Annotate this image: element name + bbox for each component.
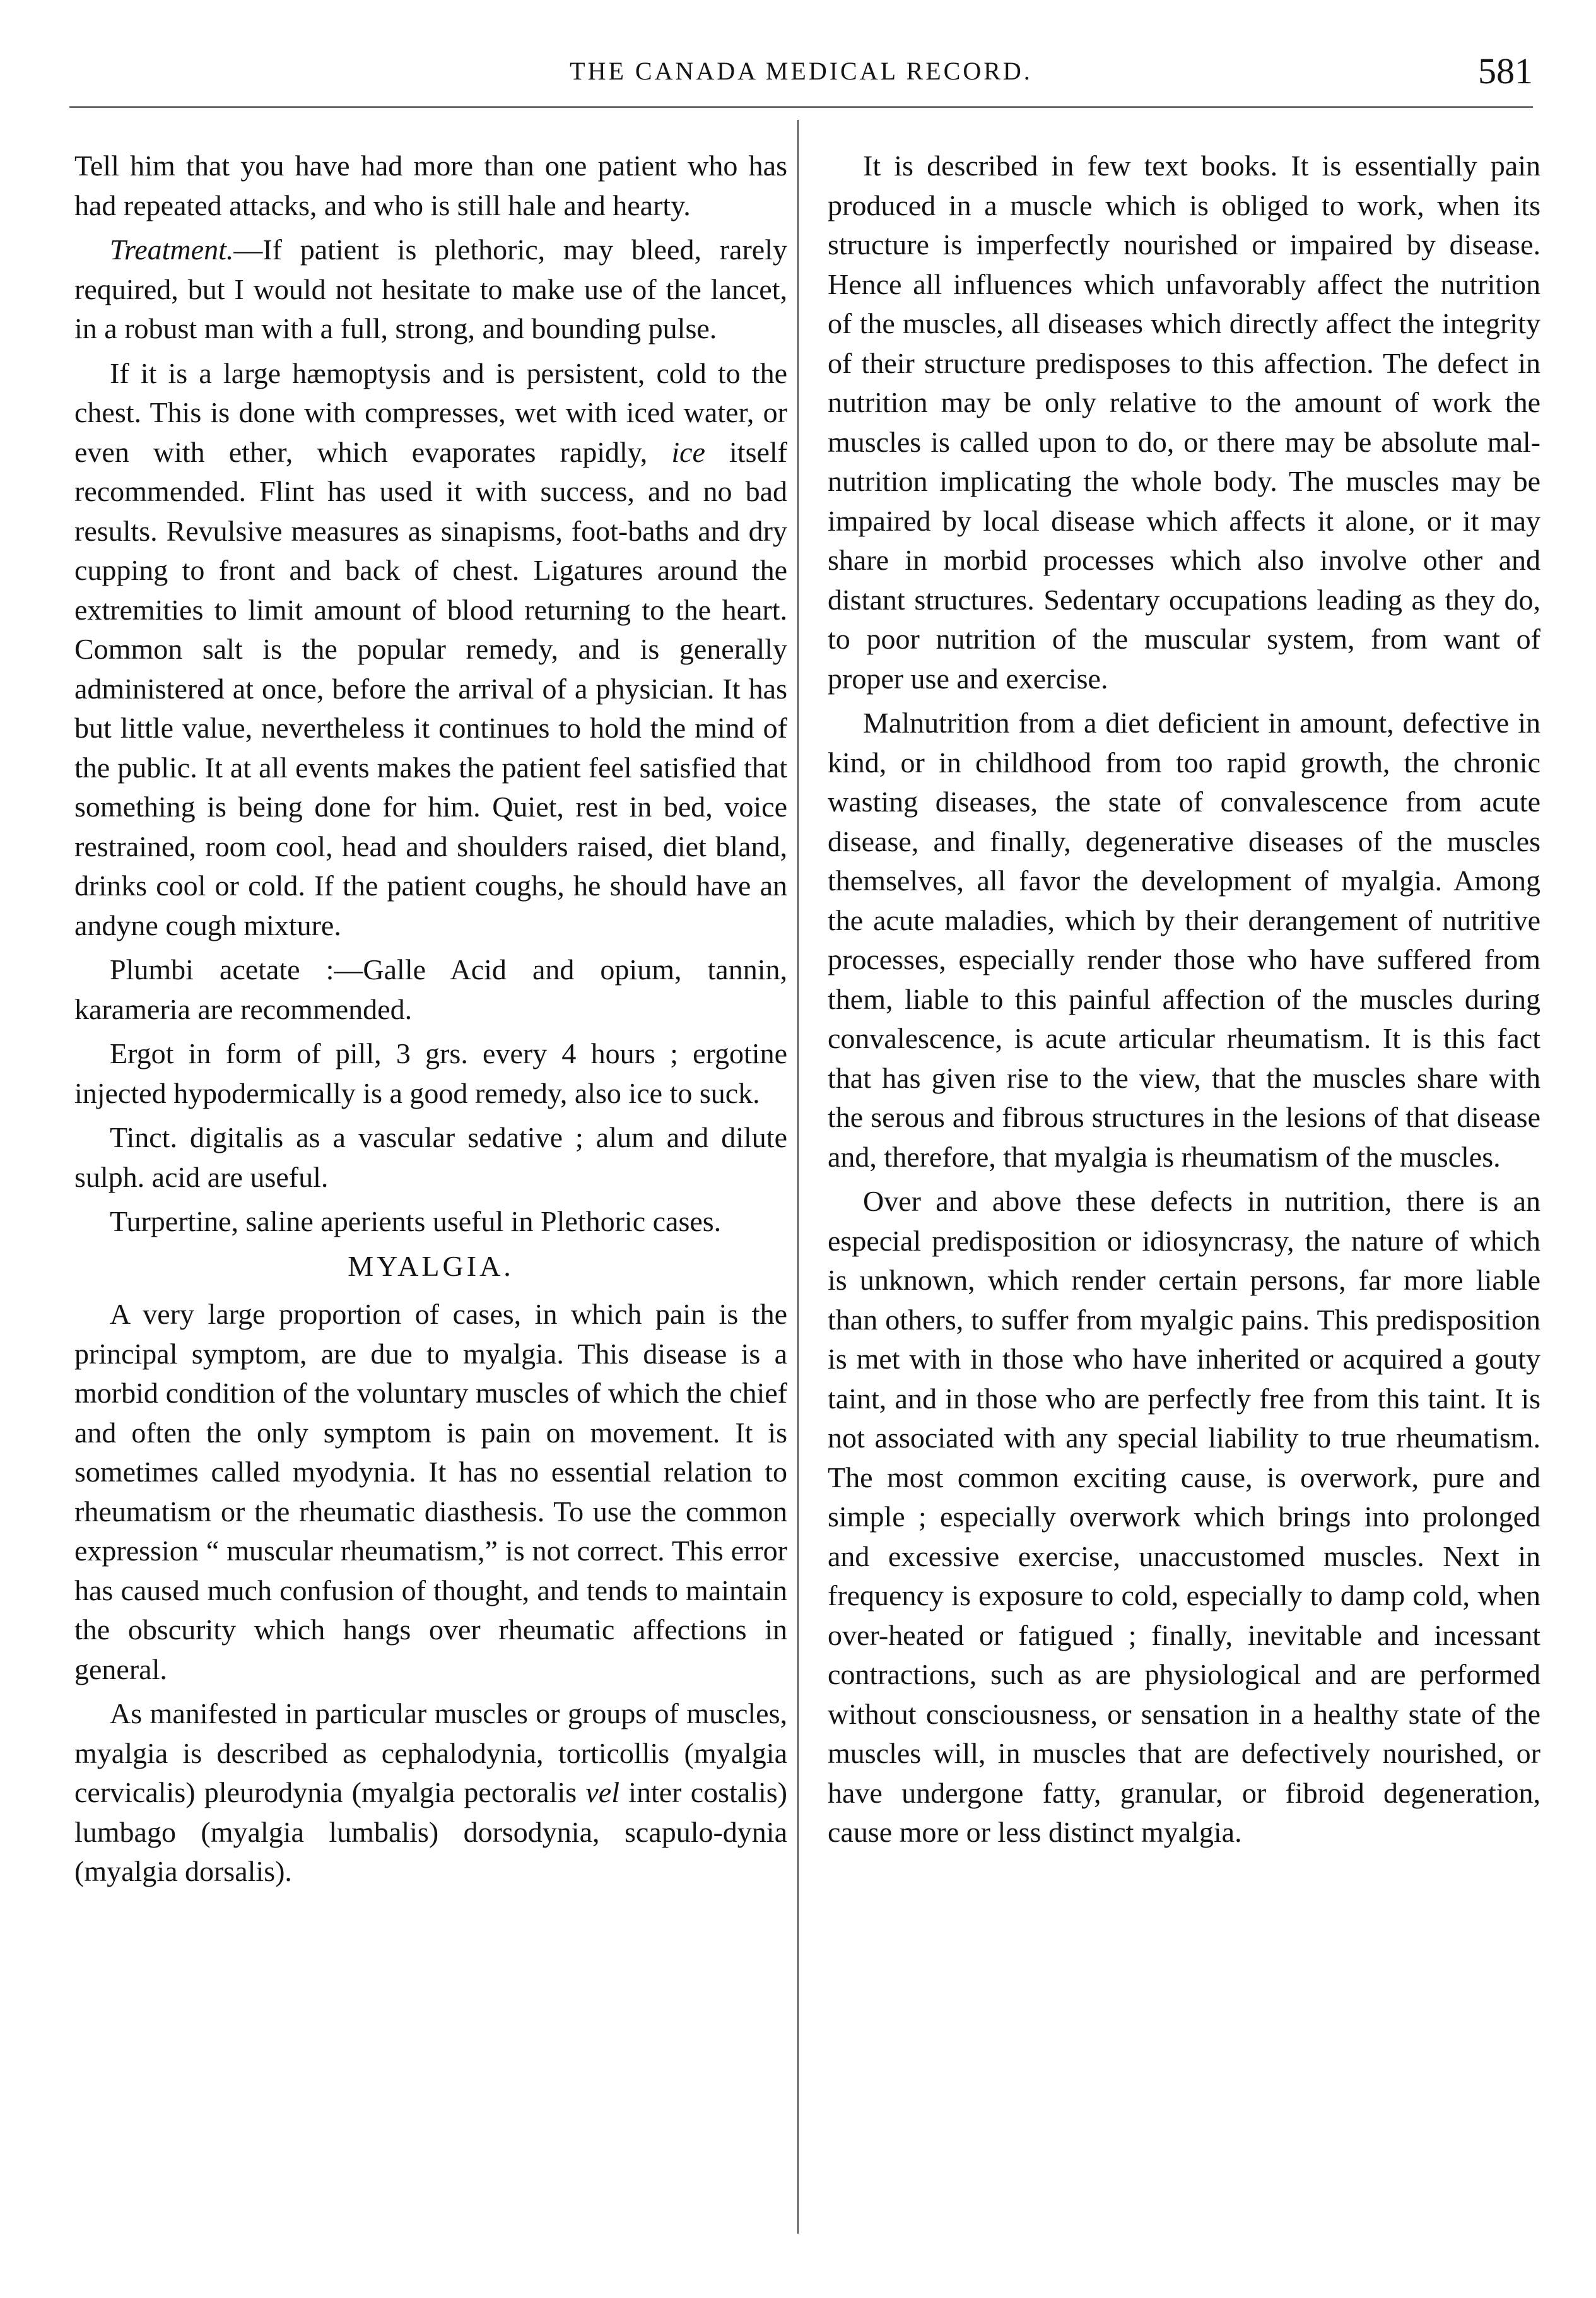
section-title-myalgia: MYALGIA. xyxy=(348,1249,514,1282)
left-paragraph-digitalis: Tinct. digitalis as a vascular sedative ; alum and dilute sulph. acid are useful. xyxy=(74,1121,787,1193)
right-paragraph-malnutrition: Malnutrition from a diet deficient in amount, defective in kind, or in childhood from too rapid growth, the chronic wasting diseases, the state of convalescence from acute disease, and finally, degenerative diseases of the muscles themselves, all favor the development of myalgia. Among the acute maladies, which by their derangement of nutritive processes, especially render those who have suffered from them, liable to this painful affection of the muscles during convalescence, is acute articular rheumatism. It is this fact that has given rise to the view, that the muscles share with the serous and fibrous structures in the lesions of that disease and, therefore, that myalgia is rheumatism of the muscles. xyxy=(828,707,1540,1173)
left-paragraph-plumbi: Plumbi acetate :—Galle Acid and opium, tannin, karameria are recommended. xyxy=(74,953,787,1025)
ice-word: ice xyxy=(671,435,705,468)
page-number: 581 xyxy=(1478,50,1533,91)
treatment-text: —If patient is plethoric, may bleed, rarely required, but I would not hesitate to make use of the lancet, in a robust man with a full, strong, and bounding pulse. xyxy=(74,233,787,345)
right-column xyxy=(828,146,1540,1858)
header-rule xyxy=(69,106,1533,108)
left-column xyxy=(74,146,787,1897)
running-header xyxy=(69,49,1533,93)
right-paragraph-1: It is described in few text books. It is essentially pain produced in a muscle which is obliged to work, when its structure is imperfectly nourished or impaired by disease. Hence all influences which unfavorably affect the nutrition of the muscles, all diseases which directly affect the integrity of their structure predisposes to this affection. The defect in nutrition may be only relative to the amount of work the muscles is called upon to do, or there may be absolute mal-nutrition implicating the whole body. The muscles may be impaired by local disease which affects it alone, or it may share in morbid processes which also involve other and distant structures. Sedentary occupations leading as they do, to poor nutrition of the muscular system, from want of proper use and exercise. xyxy=(828,150,1540,695)
left-paragraph-haemoptysis xyxy=(74,354,787,946)
left-paragraph-ergot: Ergot in form of pill, 3 grs. every 4 hours ; ergotine injected hypodermically is a good remedy, also ice to suck. xyxy=(74,1037,787,1109)
left-paragraph-turpentine: Turpertine, saline aperients useful in Plethoric cases. xyxy=(110,1205,722,1237)
vel-word: vel xyxy=(585,1776,619,1808)
left-paragraph-treatment xyxy=(74,230,787,349)
column-divider xyxy=(797,120,799,2234)
forms-text-a: As manifested in particular muscles or groups of muscles, myalgia is described as cephalodynia, torticollis (myalgia cervicalis) pleurodynia (myalgia pectoralis xyxy=(74,1697,787,1808)
haemoptysis-text-b: itself recommended. Flint has used it with success, and no bad results. Revulsive measures as sinapisms, foot-baths and dry cupping to front and back of chest. Ligatures around the extremities to limit amount of blood returning to the heart. Common salt is the popular remedy, and is generally administered at once, before the arrival of a physician. It has but little value, nevertheless it continues to hold the mind of the public. It at all events makes the patient feel satisfied that something is being done for him. Quiet, rest in bed, voice restrained, room cool, head and shoulders raised, diet bland, drinks cool or cold. If the patient coughs, he should have an andyne cough mixture. xyxy=(74,435,787,941)
treatment-label: Treatment. xyxy=(110,233,234,266)
haemoptysis-text-a: If it is a large hæmoptysis and is persistent, cold to the chest. This is done with compresses, wet with iced water, or even with ether, which evaporates rapidly, xyxy=(74,356,787,468)
journal-title: THE CANADA MEDICAL RECORD. xyxy=(570,57,1033,85)
left-paragraph-1: Tell him that you have had more than one patient who has had repeated attacks, and who is still hale and hearty. xyxy=(74,150,787,221)
right-paragraph-predisposition: Over and above these defects in nutrition, there is an especial predisposition or idiosyncrasy, the nature of which is unknown, which render certain persons, far more liable than others, to suffer from myalgic pains. This predisposition is met with in those who have inherited or acquired a gouty taint, and in those who are perfectly free from this taint. It is not associated with any special liability to true rheumatism. The most common exciting cause, is overwork, pure and simple ; especially overwork which brings into prolonged and excessive exercise, unaccustomed muscles. Next in frequency is exposure to cold, especially to damp cold, when over-heated or fatigued ; finally, inevitable and incessant contractions, such as are physiological and are performed without consciousness, or sensation in a healthy state of the muscles will, in muscles that are defectively nourished, or have undergone fatty, granular, or fibroid degeneration, cause more or less distinct myalgia. xyxy=(828,1185,1540,1848)
forms-text-b: inter costalis) lumbago (myalgia lumbalis) dorsodynia, scapulo-dynia (myalgia dorsalis). xyxy=(74,1776,787,1887)
left-paragraph-myalgia-intro: A very large proportion of cases, in which pain is the principal symptom, are due to myalgia. This disease is a morbid condition of the voluntary muscles of which the chief and often the only symptom is pain on movement. It is sometimes called myodynia. It has no essential relation to rheumatism or the rheumatic diasthesis. To use the common expression “ muscular rheumatism,” is not correct. This error has caused much confusion of thought, and tends to maintain the obscurity which hangs over rheumatic affections in general. xyxy=(74,1298,787,1685)
left-paragraph-myalgia-forms xyxy=(74,1694,787,1892)
